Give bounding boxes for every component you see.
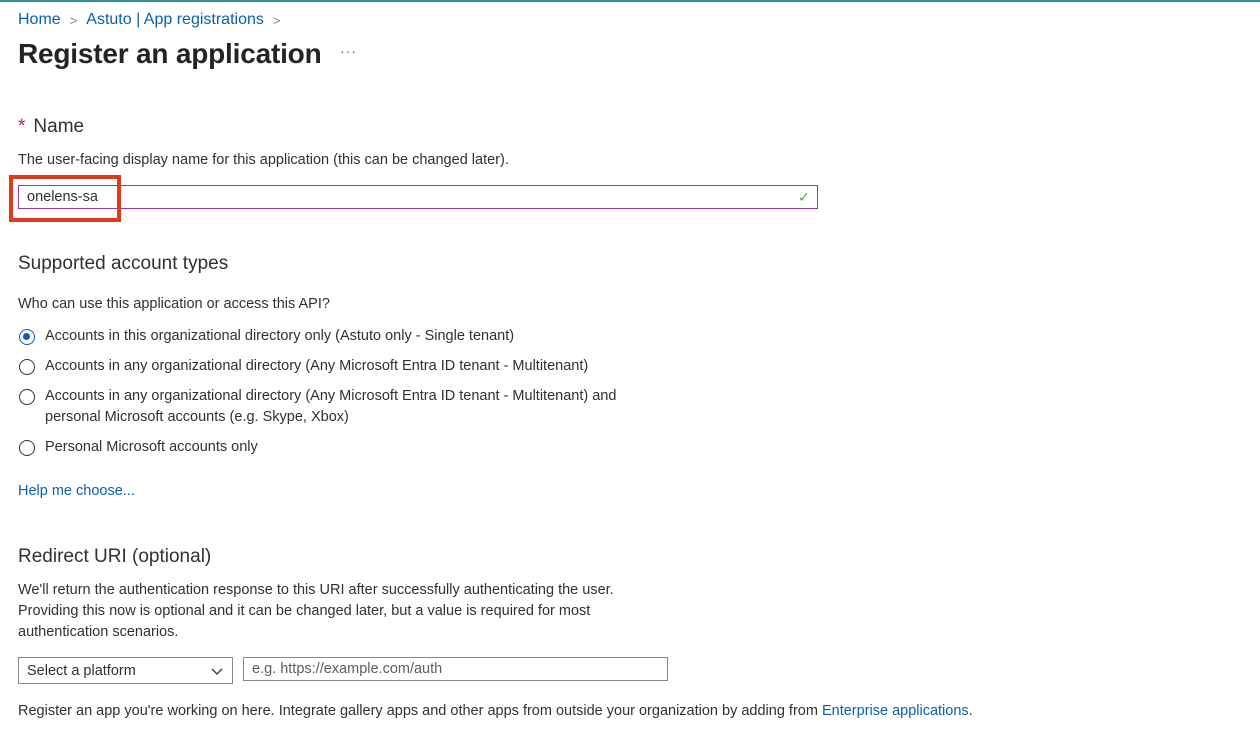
radio-option-label-line2: personal Microsoft accounts (e.g. Skype, Xbox) <box>45 409 349 425</box>
breadcrumb-app-registrations-link[interactable]: Astuto | App registrations <box>86 11 264 28</box>
breadcrumb <box>18 11 280 29</box>
top-accent-line <box>0 0 1260 2</box>
radio-button-selected[interactable] <box>19 329 35 345</box>
page-title: Register an application <box>18 38 322 69</box>
chevron-right-icon: > <box>272 12 281 28</box>
account-types-heading: Supported account types <box>18 253 229 274</box>
radio-button[interactable] <box>19 389 35 405</box>
chevron-right-icon: > <box>69 12 78 28</box>
name-heading-label: Name <box>33 116 85 137</box>
application-name-input[interactable] <box>18 185 818 209</box>
redirect-description-line: We'll return the authentication response to this URI after successfully authenticating the user. <box>18 582 614 598</box>
required-marker: * <box>18 116 26 137</box>
breadcrumb-home-link[interactable]: Home <box>18 11 61 28</box>
highlight-annotation-box <box>9 175 121 222</box>
redirect-uri-heading: Redirect URI (optional) <box>18 546 212 567</box>
footer-text: Register an app you're working on here. Integrate gallery apps and other apps from outside your organization by adding from <box>18 703 822 719</box>
redirect-description-line: Providing this now is optional and it can be changed later, but a value is required for most <box>18 603 591 619</box>
check-icon: ✓ <box>798 189 810 205</box>
radio-option-label-line1: Accounts in any organizational directory (Any Microsoft Entra ID tenant - Multitenant) and <box>45 388 617 404</box>
radio-option-multitenant[interactable] <box>19 359 588 377</box>
name-description: The user-facing display name for this application (this can be changed later). <box>18 152 509 168</box>
radio-button[interactable] <box>19 359 35 375</box>
radio-option-label: Accounts in this organizational directory only (Astuto only - Single tenant) <box>45 328 515 344</box>
platform-select[interactable] <box>18 657 233 684</box>
enterprise-applications-link[interactable]: Enterprise applications <box>821 703 969 719</box>
radio-option-single-tenant[interactable] <box>19 329 514 347</box>
redirect-description-line: authentication scenarios. <box>18 624 179 640</box>
platform-select-value: Select a platform <box>27 662 136 679</box>
help-me-choose-link[interactable]: Help me choose... <box>18 483 135 499</box>
chevron-down-icon <box>210 664 224 678</box>
radio-option-label: Accounts in any organizational directory (Any Microsoft Entra ID tenant - Multitenant) <box>45 358 589 374</box>
redirect-uri-description <box>18 580 614 643</box>
radio-option-label <box>45 386 616 428</box>
radio-option-label: Personal Microsoft accounts only <box>45 439 258 455</box>
footer-period: . <box>968 703 973 719</box>
name-heading <box>18 116 84 138</box>
radio-button[interactable] <box>19 440 35 456</box>
redirect-uri-input[interactable] <box>243 657 668 681</box>
account-types-question: Who can use this application or access this API? <box>18 296 330 312</box>
radio-option-multitenant-personal[interactable] <box>19 389 616 428</box>
more-options-icon[interactable]: ··· <box>340 43 357 59</box>
radio-option-personal-only[interactable] <box>19 440 258 458</box>
footer-note <box>18 703 973 719</box>
